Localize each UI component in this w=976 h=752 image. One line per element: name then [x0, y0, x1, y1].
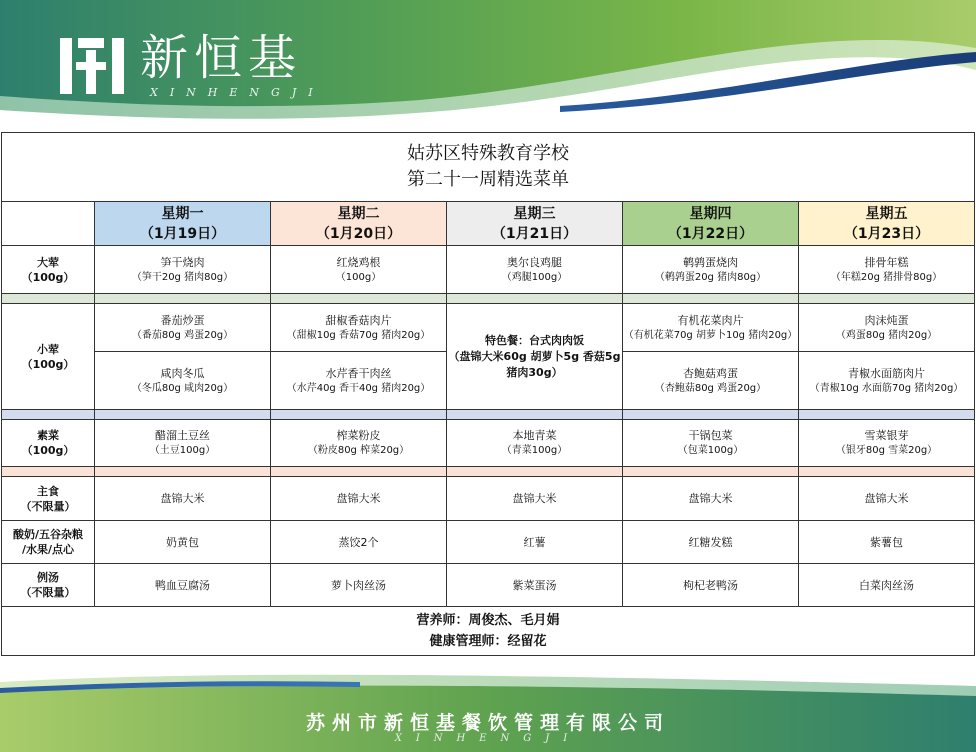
- dish-cell: [95, 304, 271, 352]
- dish-cell: [271, 246, 447, 294]
- staple-row: [2, 477, 975, 521]
- dish-cell: 奶黄包: [95, 521, 271, 564]
- category-note: （100g）: [21, 270, 75, 284]
- separator-row: [2, 410, 975, 420]
- dish-ingredients: （100g）: [335, 271, 382, 283]
- dish-name: 番茄炒蛋: [160, 313, 205, 327]
- dish-name: 甜椒香菇肉片: [325, 313, 392, 327]
- dish-cell: 白菜肉丝汤: [799, 564, 975, 607]
- category-label: [2, 477, 95, 521]
- dish-name: 杏鲍菇鸡蛋: [683, 366, 738, 380]
- dish-cell: 红薯: [447, 521, 623, 564]
- day-header-thu: [623, 202, 799, 246]
- dish-cell: [95, 420, 271, 467]
- dish-name: 雪菜银芽: [864, 429, 909, 442]
- dish-ingredients: （鸡腿100g）: [501, 271, 568, 283]
- dish-name: 咸肉冬瓜: [160, 366, 205, 380]
- dish-cell: [799, 352, 975, 410]
- dish-ingredients: （番茄80g 鸡蛋20g）: [131, 329, 234, 341]
- category-name-cont: /水果/点心: [21, 543, 75, 556]
- dish-name: 鹌鹑蛋烧肉: [683, 255, 738, 269]
- dish-cell: [271, 420, 447, 467]
- school-name: 姑苏区特殊教育学校: [407, 143, 570, 164]
- day-name: 星期三: [513, 205, 556, 222]
- day-name: 星期四: [689, 205, 732, 222]
- dish-ingredients: （甜椒10g 香菇70g 猪肉20g）: [286, 329, 431, 341]
- day-header-row: [2, 202, 975, 246]
- day-name: 星期一: [161, 205, 204, 222]
- category-label: [2, 521, 95, 564]
- day-header-fri: [799, 202, 975, 246]
- brand-name: 新恒基: [140, 30, 303, 86]
- company-pinyin: XINHENGJI: [394, 733, 582, 744]
- dish-cell: [447, 246, 623, 294]
- logo-icon: [58, 36, 126, 96]
- dish-cell: [95, 246, 271, 294]
- dish-ingredients: （笋干20g 猪肉80g）: [131, 271, 234, 283]
- dish-ingredients: （水芹40g 香干40g 猪肉20g）: [286, 382, 431, 394]
- category-note: （100g）: [21, 357, 75, 371]
- dish-cell: 紫薯包: [799, 521, 975, 564]
- day-header-tue: [271, 202, 447, 246]
- veg-row: [2, 420, 975, 467]
- dish-ingredients: （土豆100g）: [149, 445, 216, 456]
- dish-name: 醋溜土豆丝: [155, 429, 210, 442]
- dish-ingredients: （鹌鹑蛋20g 猪肉80g）: [654, 271, 767, 283]
- category-label: [2, 246, 95, 294]
- dish-ingredients: （冬瓜80g 咸肉20g）: [131, 382, 234, 394]
- dish-name: 榨菜粉皮: [336, 429, 381, 442]
- dish-ingredients: （鸡蛋80g 猪肉20g）: [835, 329, 938, 341]
- day-date: （1月21日）: [491, 225, 578, 242]
- dish-ingredients: （杏鲍菇80g 鸡蛋20g）: [654, 382, 767, 394]
- dish-cell: [799, 420, 975, 467]
- special-meal-name: 特色餐：台式肉肉饭: [485, 333, 584, 347]
- week-title: 第二十一周精选菜单: [407, 169, 570, 190]
- category-name: 素菜: [37, 429, 59, 442]
- dish-cell: 盘锦大米: [271, 477, 447, 521]
- dish-name: 水芹香干肉丝: [325, 366, 392, 380]
- nutritionist: 营养师：周俊杰、毛月娟: [416, 613, 560, 628]
- dish-cell: [271, 304, 447, 352]
- day-header-mon: [95, 202, 271, 246]
- dish-ingredients: （青椒10g 水面筋70g 猪肉20g）: [809, 382, 964, 394]
- category-note: （100g）: [21, 444, 75, 457]
- dish-name: 本地青菜: [512, 429, 557, 442]
- dish-ingredients: （有机花菜70g 胡萝卜10g 猪肉20g）: [623, 329, 798, 341]
- dish-ingredients: （粉皮80g 榨菜20g）: [307, 445, 410, 456]
- dish-cell: 盘锦大米: [799, 477, 975, 521]
- dish-cell: 红糖发糕: [623, 521, 799, 564]
- brand-pinyin: XINHENGJI: [150, 86, 325, 99]
- big-meat-row: [2, 246, 975, 294]
- day-date: （1月22日）: [667, 225, 754, 242]
- corner-cell: [2, 202, 95, 246]
- category-name: 大荤: [37, 255, 59, 269]
- dish-name: 排骨年糕: [864, 255, 909, 269]
- day-date: （1月23日）: [843, 225, 930, 242]
- dish-cell: [623, 352, 799, 410]
- category-name: 例汤: [37, 571, 59, 584]
- dish-cell: 萝卜肉丝汤: [271, 564, 447, 607]
- special-meal-cell: [447, 304, 623, 410]
- dish-cell: 紫菜蛋汤: [447, 564, 623, 607]
- dish-name: 青椒水面筋肉片: [848, 366, 926, 380]
- dish-ingredients: （年糕20g 猪排骨80g）: [830, 271, 943, 283]
- dish-cell: 盘锦大米: [447, 477, 623, 521]
- dish-name: 肉沫炖蛋: [864, 313, 909, 327]
- day-name: 星期二: [337, 205, 380, 222]
- weekly-menu-table: [1, 132, 975, 656]
- special-meal-ingredients: （盘锦大米60g 胡萝卜5g 香菇5g 猪肉30g）: [448, 349, 621, 379]
- dish-cell: 枸杞老鸭汤: [623, 564, 799, 607]
- dish-cell: [623, 420, 799, 467]
- dish-cell: [799, 246, 975, 294]
- dish-cell: [271, 352, 447, 410]
- category-label: [2, 304, 95, 410]
- snack-row: [2, 521, 975, 564]
- category-label: [2, 564, 95, 607]
- dish-cell: [623, 304, 799, 352]
- dish-name: 奥尔良鸡腿: [507, 255, 562, 269]
- dish-cell: 盘锦大米: [95, 477, 271, 521]
- dish-name: 干锅包菜: [688, 429, 733, 442]
- dish-cell: 盘锦大米: [623, 477, 799, 521]
- dish-cell: [799, 304, 975, 352]
- dish-name: 有机花菜肉片: [677, 313, 744, 327]
- header-banner: [0, 0, 976, 130]
- dish-ingredients: （银牙80g 雪菜20g）: [835, 445, 938, 456]
- staff-cell: [2, 607, 975, 656]
- day-header-wed: [447, 202, 623, 246]
- category-name: 主食: [37, 484, 59, 498]
- category-note: （不限量）: [20, 586, 76, 599]
- menu-title: [2, 133, 975, 202]
- category-name: 小荤: [37, 342, 59, 356]
- separator-row: [2, 294, 975, 304]
- dish-cell: [623, 246, 799, 294]
- category-name: 酸奶/五谷杂粮: [12, 528, 84, 541]
- separator-row: [2, 467, 975, 477]
- category-label: [2, 420, 95, 467]
- small-meat-row-1: [2, 304, 975, 352]
- day-date: （1月19日）: [139, 225, 226, 242]
- dish-name: 笋干烧肉: [160, 255, 205, 269]
- dish-cell: 蒸饺2个: [271, 521, 447, 564]
- dish-ingredients: （青菜100g）: [501, 445, 568, 456]
- day-name: 星期五: [865, 205, 908, 222]
- soup-row: [2, 564, 975, 607]
- company-name: 苏州市新恒基餐饮管理有限公司: [305, 712, 670, 734]
- category-note: （不限量）: [20, 499, 76, 513]
- dish-cell: 鸭血豆腐汤: [95, 564, 271, 607]
- day-date: （1月20日）: [315, 225, 402, 242]
- health-manager: 健康管理师：经留花: [429, 634, 547, 649]
- dish-ingredients: （包菜100g）: [677, 445, 744, 456]
- dish-name: 红烧鸡根: [336, 255, 381, 269]
- dish-cell: [95, 352, 271, 410]
- dish-cell: [447, 420, 623, 467]
